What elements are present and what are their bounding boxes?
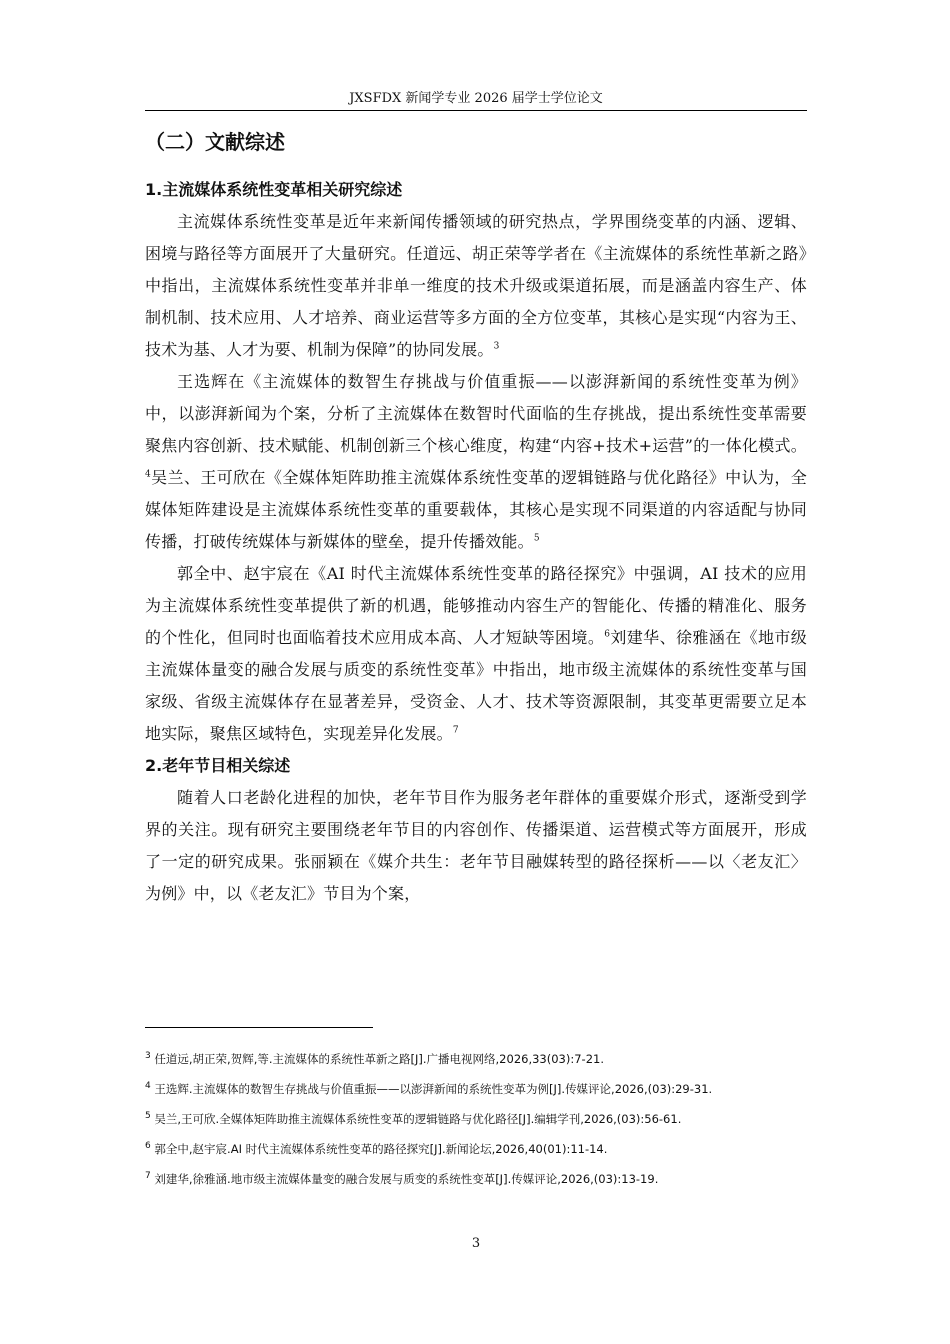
footnote-item: $^3$ 任道远,胡正荣,贺辉,等.主流媒体的系统性革新之路[J].广播电视网络,2026,33(03):7-21. (145, 1051, 604, 1066)
footnote-item: $^7$ 刘建华,徐雅涵.地市级主流媒体量变的融合发展与质变的系统性变革[J].传媒评论,2026,(03):13-19. (145, 1171, 659, 1186)
footnote-ref: 7 (452, 725, 459, 736)
running-header: JXSFDX 新闻学专业 2026 届学士学位论文 (349, 91, 603, 106)
paragraph-1-3: 郭全中、赵宇宸在《AI 时代主流媒体系统性变革的路径探究》中强调，AI 技术的应用为主流媒体系统性变革提供了新的机遇，能够推动内容生产的智能化、传播的精准化、服务的个性化，但同时也面临着技术应用成本高、人才短缺等困境。$^6$刘建华、徐雅涵在《地市级主流媒体量变的融合发展与质变的系统性变革》中指出，地市级主流媒体的系统性变革与国家级、省级主流媒体存在显著差异，受资金、人才、技术等资源限制，其变革更需要立足本地实际，聚焦区域特色，实现差异化发展。$^7$ (145, 564, 807, 743)
footnotes (145, 1044, 807, 1194)
header-rule (145, 110, 807, 111)
paragraph-2-1: 随着人口老龄化进程的加快，老年节目作为服务老年群体的重要媒介形式，逐渐受到学界的关注。现有研究主要围绕老年节目的内容创作、传播渠道、运营模式等方面展开，形成了一定的研究成果。张丽颖在《媒介共生：老年节目融媒转型的路径探析——以〈老友汇〉为例》中，以《老友汇》节目为个案， (145, 788, 807, 903)
footnote-item: $^6$ 郭全中,赵宇宸.AI 时代主流媒体系统性变革的路径探究[J].新闻论坛,2026,40(01):11-14. (145, 1141, 608, 1156)
subsection-title-2: 2.老年节目相关综述 (145, 756, 291, 775)
footnote-ref: 5 (533, 533, 540, 544)
footnote-ref: 6 (604, 629, 611, 640)
footnote-ref: 3 (493, 341, 500, 352)
footnote-separator (145, 1027, 373, 1028)
footnote-item: $^5$ 吴兰,王可欣.全媒体矩阵助推主流媒体系统性变革的逻辑链路与优化路径[J].编辑学刊,2026,(03):56-61. (145, 1111, 682, 1126)
footnote-ref: 4 (145, 469, 151, 480)
section-title: （二）文献综述 (145, 130, 285, 154)
paragraph-1-1: 主流媒体系统性变革是近年来新闻传播领域的研究热点，学界围绕变革的内涵、逻辑、困境与路径等方面展开了大量研究。任道远、胡正荣等学者在《主流媒体的系统性革新之路》中指出，主流媒体系统性变革并非单一维度的技术升级或渠道拓展，而是涵盖内容生产、体制机制、技术应用、人才培养、商业运营等多方面的全方位变革，其核心是实现“内容为王、技术为基、人才为要、机制为保障”的协同发展。$^3$ (145, 212, 807, 359)
paragraph-1-2: 王选辉在《主流媒体的数智生存挑战与价值重振——以澎湃新闻的系统性变革为例》中，以澎湃新闻为个案，分析了主流媒体在数智时代面临的生存挑战，提出系统性变革需要聚焦内容创新、技术赋能、机制创新三个核心维度，构建“内容+技术+运营”的一体化模式。$^4$吴兰、王可欣在《全媒体矩阵助推主流媒体系统性变革的逻辑链路与优化路径》中认为，全媒体矩阵建设是主流媒体系统性变革的重要载体，其核心是实现不同渠道的内容适配与协同传播，打破传统媒体与新媒体的壁垒，提升传播效能。$^5$ (145, 372, 807, 551)
footnote-item: $^4$ 王选辉.主流媒体的数智生存挑战与价值重振——以澎湃新闻的系统性变革为例[J].传媒评论,2026,(03):29-31. (145, 1081, 713, 1096)
main-content (145, 124, 807, 910)
page-number: 3 (471, 1236, 481, 1251)
subsection-title-1: 1.主流媒体系统性变革相关研究综述 (145, 180, 403, 199)
